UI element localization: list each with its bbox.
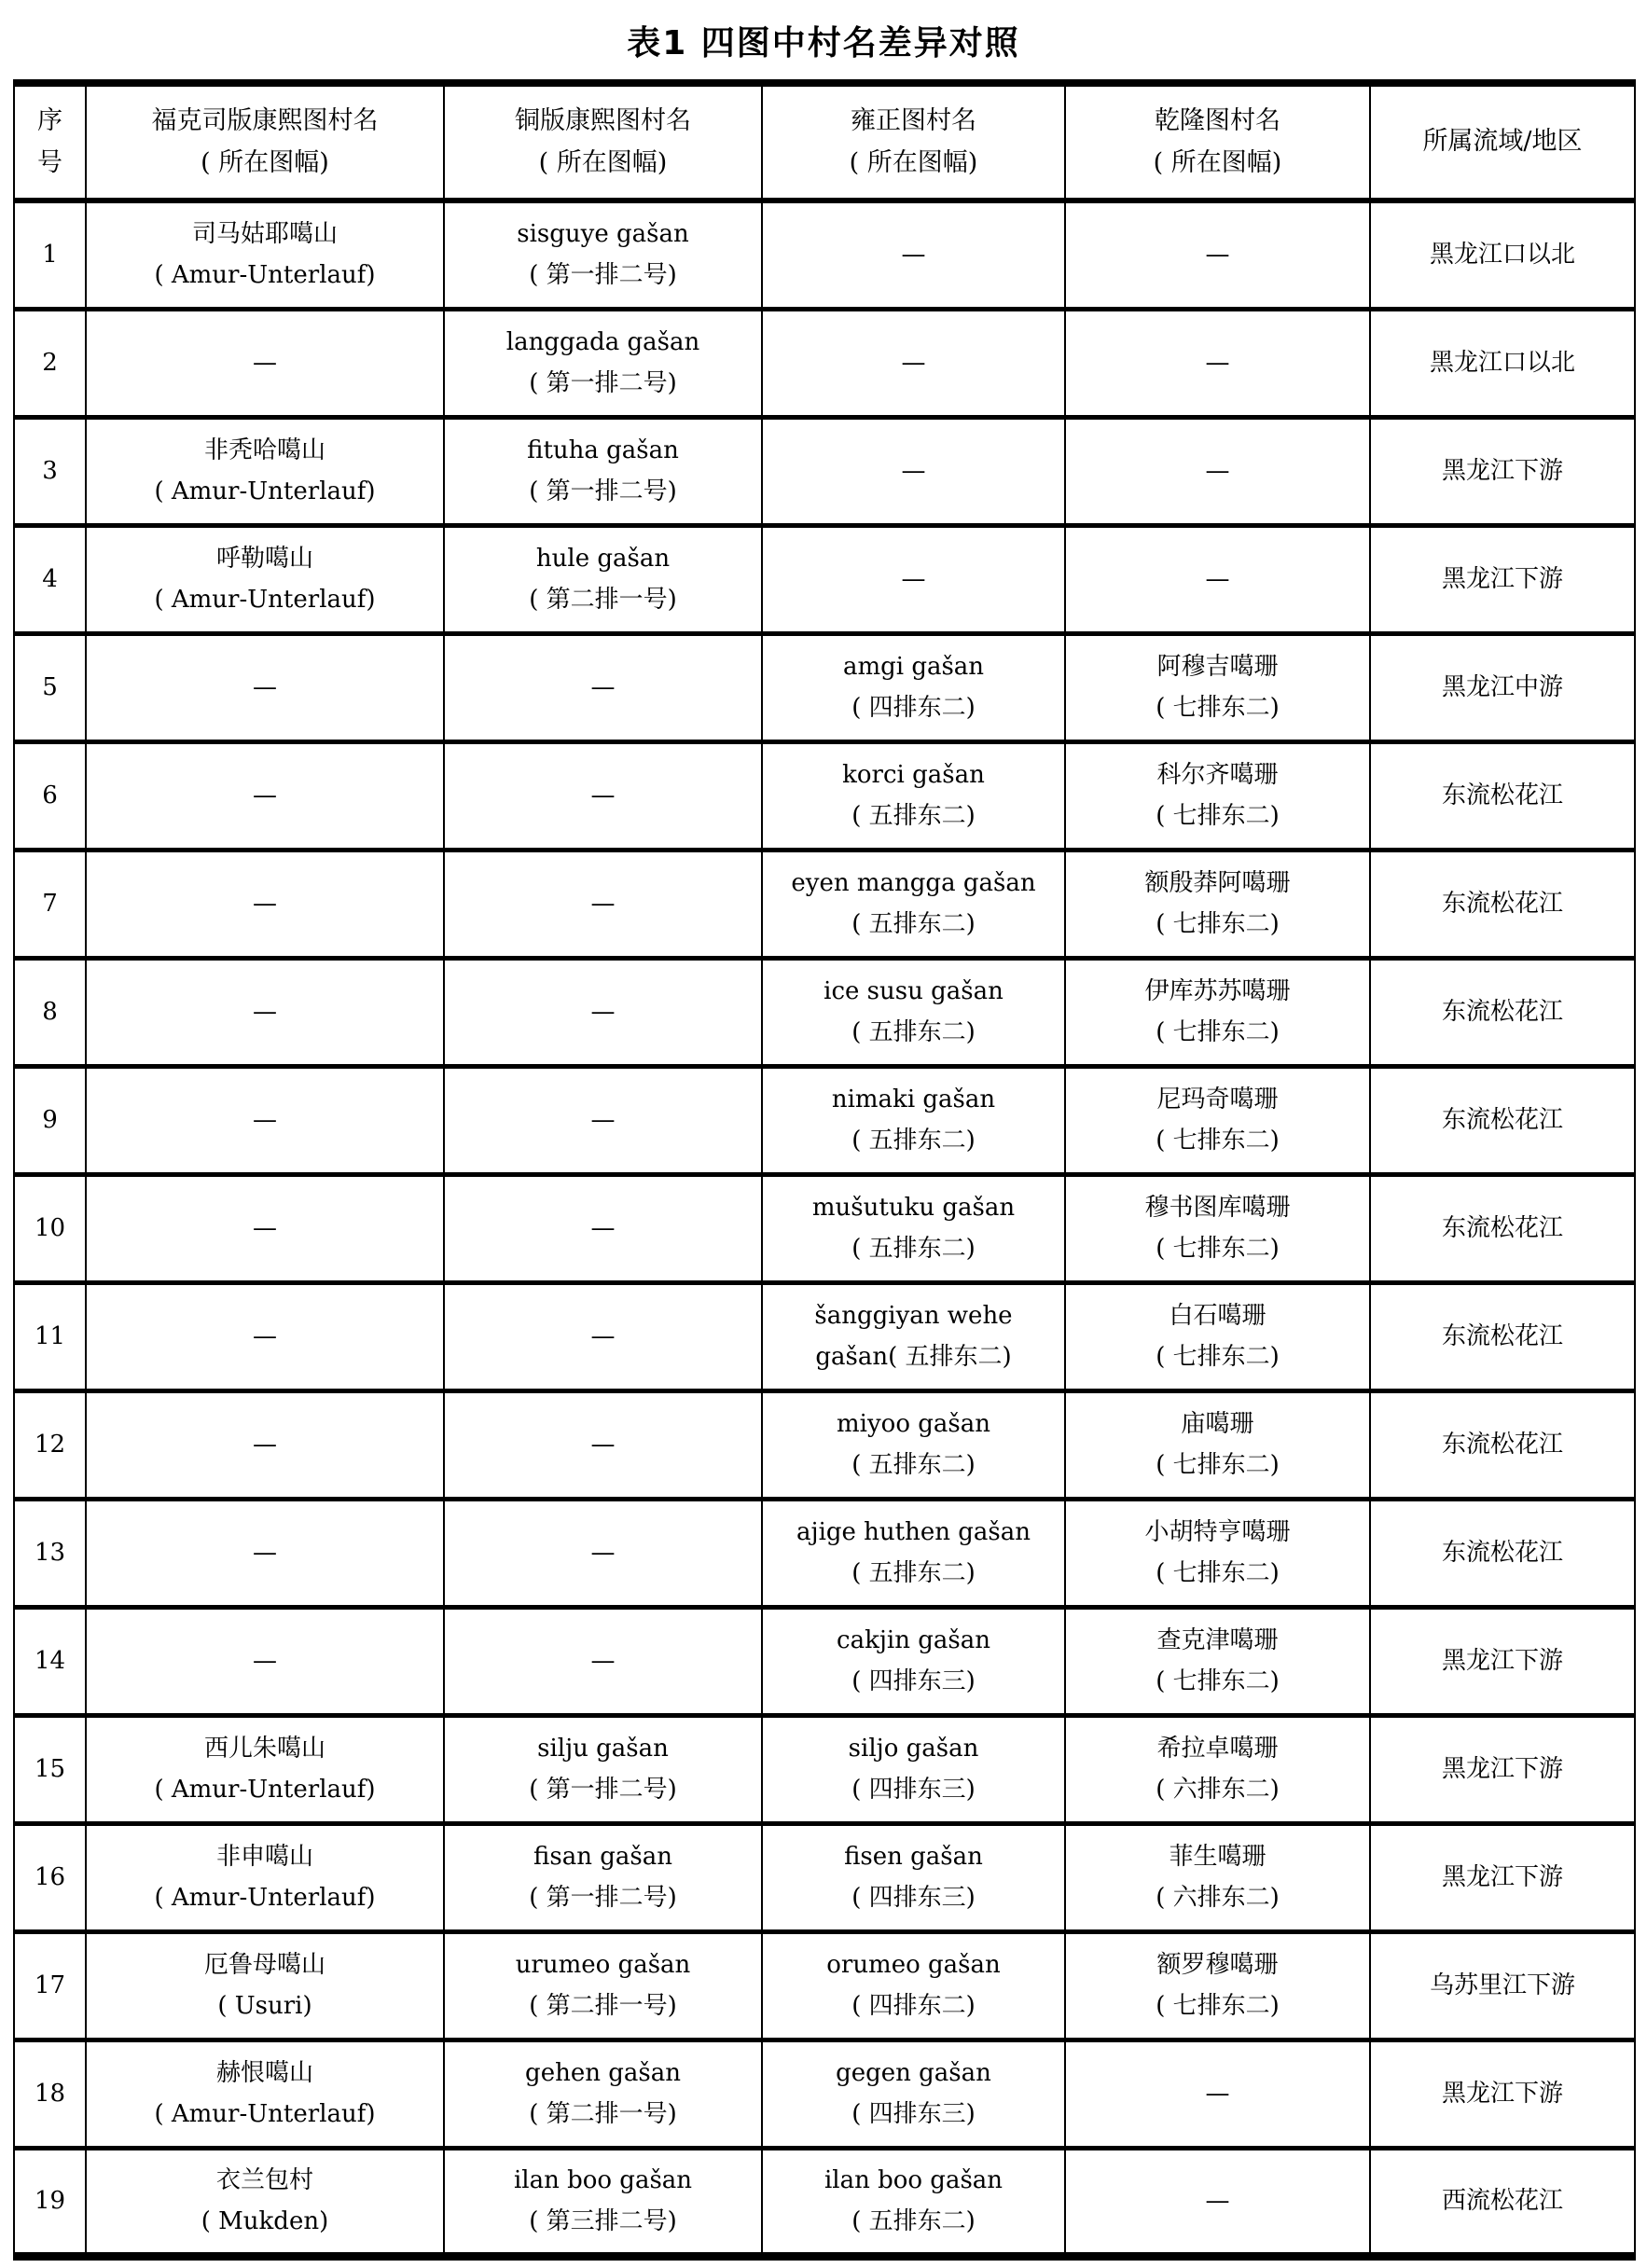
table-cell-col3 — [762, 309, 1065, 417]
cell-line: ( 六排东二) — [1156, 1776, 1280, 1804]
table-cell-col4 — [1065, 309, 1370, 417]
table-cell-col4 — [1065, 741, 1370, 850]
table-cell-col5 — [1370, 1823, 1635, 1931]
cell-line: 东流松花江 — [1441, 997, 1563, 1026]
table-cell-col4 — [1065, 1499, 1370, 1607]
cell-line: cakjin gašan — [837, 1625, 990, 1654]
row-number: 3 — [14, 417, 86, 525]
table-cell-col4 — [1065, 1715, 1370, 1823]
table-cell-col4 — [1065, 633, 1370, 741]
table-cell-col2 — [444, 741, 762, 850]
cell-line: 菲生噶珊 — [1169, 1842, 1266, 1871]
cell-line: ice susu gašan — [824, 976, 1003, 1005]
table-cell-col1 — [86, 1282, 444, 1390]
row-number: 14 — [14, 1607, 86, 1715]
cell-line: — — [253, 672, 277, 701]
table-cell-col4 — [1065, 1931, 1370, 2040]
cell-line: hule gašan — [535, 544, 671, 573]
table-cell-col5 — [1370, 1174, 1635, 1282]
cell-line: ( 五排东二) — [851, 1451, 976, 1479]
table-cell-col3 — [762, 958, 1065, 1066]
row-number: 19 — [14, 2148, 86, 2256]
table-cell-col2 — [444, 958, 762, 1066]
table-cell-col2 — [444, 1607, 762, 1715]
row-number: 9 — [14, 1066, 86, 1174]
cell-line: 呼勒噶山 — [215, 544, 313, 573]
table-cell-col3 — [762, 1607, 1065, 1715]
table-cell-col2 — [444, 1715, 762, 1823]
table-cell-col4 — [1065, 525, 1370, 633]
row-number: 16 — [14, 1823, 86, 1931]
table-row — [14, 309, 1635, 417]
cell-line: ilan boo gašan — [824, 2165, 1003, 2194]
table-row — [14, 1282, 1635, 1390]
table-cell-col5 — [1370, 201, 1635, 309]
cell-line: nimaki gašan — [831, 1085, 996, 1113]
cell-line: — — [1205, 456, 1230, 485]
table-cell-col1 — [86, 525, 444, 633]
cell-line: ( 六排东二) — [1156, 1884, 1280, 1912]
table-cell-col5 — [1370, 1607, 1635, 1715]
cell-line: 黑龙江下游 — [1441, 456, 1563, 485]
table-cell-col4 — [1065, 1607, 1370, 1715]
cell-line: 尼玛奇噶珊 — [1156, 1085, 1279, 1113]
cell-line: ( 第一排二号) — [529, 369, 677, 397]
row-number: 1 — [14, 201, 86, 309]
cell-line: ( 第一排二号) — [529, 1884, 677, 1912]
cell-line: — — [253, 1538, 277, 1567]
table-cell-col1 — [86, 850, 444, 958]
cell-line: ( 五排东二) — [851, 1559, 976, 1587]
table-cell-col4 — [1065, 958, 1370, 1066]
cell-line: — — [1205, 348, 1230, 377]
table-cell-col1 — [86, 1066, 444, 1174]
cell-line: ( Usuri) — [217, 1992, 312, 2020]
cell-line: ( 四排东二) — [851, 1992, 976, 2020]
cell-line: 乾隆图村名 — [1155, 105, 1280, 135]
row-number: 2 — [14, 309, 86, 417]
table-cell-col4 — [1065, 1174, 1370, 1282]
cell-line: korci gašan — [842, 760, 985, 789]
cell-line: 厄鲁母噶山 — [203, 1950, 325, 1979]
cell-line: ( 四排东三) — [851, 2100, 976, 2128]
cell-line: 黑龙江下游 — [1441, 1862, 1563, 1891]
cell-line: — — [590, 781, 616, 809]
cell-line: — — [590, 1646, 616, 1675]
cell-line: 黑龙江中游 — [1441, 672, 1563, 701]
table-cell-col2 — [444, 1390, 762, 1499]
cell-line: — — [253, 1646, 277, 1675]
table-cell-col5 — [1370, 2148, 1635, 2256]
table-cell-col1 — [86, 1823, 444, 1931]
table-row — [14, 850, 1635, 958]
cell-line: ( 七排东二) — [1156, 1667, 1280, 1695]
cell-line: 非秃哈噶山 — [203, 436, 325, 464]
cell-line: 西流松花江 — [1441, 2186, 1563, 2215]
cell-line: ( 五排东二) — [851, 1235, 976, 1263]
cell-line: ( 五排东二) — [851, 910, 976, 938]
cell-line: — — [590, 889, 616, 918]
village-name-comparison-table — [13, 79, 1636, 2261]
table-cell-col2 — [444, 201, 762, 309]
cell-line: 司马姑耶噶山 — [191, 220, 338, 249]
cell-line: orumeo gašan — [826, 1950, 1001, 1979]
cell-line: fisan gašan — [533, 1842, 672, 1871]
cell-line: 伊库苏苏噶珊 — [1144, 976, 1291, 1005]
table-cell-col1 — [86, 741, 444, 850]
cell-line: ( 第一排二号) — [529, 477, 677, 505]
table-row — [14, 201, 1635, 309]
cell-line: — — [590, 1105, 616, 1134]
row-number: 7 — [14, 850, 86, 958]
table-cell-col3 — [762, 201, 1065, 309]
table-row — [14, 1607, 1635, 1715]
table-cell-col5 — [1370, 525, 1635, 633]
row-number: 10 — [14, 1174, 86, 1282]
table-cell-col2 — [444, 1066, 762, 1174]
cell-line: amgi gašan — [842, 652, 985, 681]
table-cell-col4 — [1065, 1823, 1370, 1931]
cell-line: 小胡特亨噶珊 — [1144, 1517, 1291, 1546]
table-cell-col2 — [444, 1499, 762, 1607]
cell-line: 序 — [37, 105, 62, 135]
table-cell-col1 — [86, 1715, 444, 1823]
cell-line: ( 五排东二) — [851, 1018, 976, 1046]
cell-line: — — [901, 564, 926, 593]
table-cell-col3 — [762, 1931, 1065, 2040]
table-cell-col2 — [444, 1282, 762, 1390]
table-cell-col1 — [86, 1390, 444, 1499]
cell-line: 阿穆吉噶珊 — [1156, 652, 1279, 681]
cell-line: 黑龙江口以北 — [1429, 348, 1575, 377]
cell-line: ( Mukden) — [201, 2207, 329, 2235]
table-cell-col5 — [1370, 1282, 1635, 1390]
table-body — [14, 201, 1635, 2256]
cell-line: ( 四排东三) — [851, 1884, 976, 1912]
table-cell-col5 — [1370, 309, 1635, 417]
table-row — [14, 525, 1635, 633]
cell-line: ( 所在图幅) — [538, 147, 668, 177]
cell-line: 穆书图库噶珊 — [1144, 1193, 1291, 1222]
table-cell-col1 — [86, 633, 444, 741]
table-cell-col2 — [444, 309, 762, 417]
cell-line: 东流松花江 — [1441, 1213, 1563, 1242]
cell-line: 西儿朱噶山 — [203, 1734, 325, 1763]
cell-line: 额罗穆噶珊 — [1156, 1950, 1279, 1979]
cell-line: — — [253, 1105, 277, 1134]
cell-line: langgada gašan — [505, 327, 700, 356]
table-cell-col5 — [1370, 1931, 1635, 2040]
cell-line: ( 七排东二) — [1156, 1451, 1280, 1479]
cell-line: šanggiyan wehe — [814, 1301, 1013, 1330]
table-row — [14, 417, 1635, 525]
table-cell-col4 — [1065, 2148, 1370, 2256]
cell-line: ( Amur-Unterlauf) — [154, 2100, 376, 2128]
table-cell-col4 — [1065, 850, 1370, 958]
cell-line: ( 四排东二) — [851, 694, 976, 722]
table-cell-col3 — [762, 417, 1065, 525]
cell-line: — — [253, 997, 277, 1026]
cell-line: ( 所在图幅) — [849, 147, 978, 177]
cell-line: ( 七排东二) — [1156, 1343, 1280, 1371]
cell-line: 东流松花江 — [1441, 1430, 1563, 1459]
table-cell-col3 — [762, 1174, 1065, 1282]
cell-line: — — [253, 1430, 277, 1459]
cell-line: — — [1205, 564, 1230, 593]
cell-line: ( Amur-Unterlauf) — [154, 1776, 376, 1804]
table-cell-col3 — [762, 1282, 1065, 1390]
cell-line: miyoo gašan — [837, 1409, 990, 1438]
cell-line: ( 第二排一号) — [529, 1992, 677, 2020]
cell-line: ( 四排东三) — [851, 1667, 976, 1695]
row-number: 4 — [14, 525, 86, 633]
cell-line: gašan( 五排东二) — [815, 1343, 1012, 1371]
cell-line: — — [590, 1321, 616, 1350]
cell-line: — — [253, 348, 277, 377]
table-row — [14, 2040, 1635, 2148]
cell-line: ( 七排东二) — [1156, 1235, 1280, 1263]
table-row — [14, 1174, 1635, 1282]
table-cell-col1 — [86, 201, 444, 309]
cell-line: 黑龙江下游 — [1441, 1754, 1563, 1783]
cell-line: ( Amur-Unterlauf) — [154, 477, 376, 505]
cell-line: 黑龙江口以北 — [1429, 241, 1575, 270]
table-cell-col4 — [1065, 1390, 1370, 1499]
cell-line: — — [1205, 241, 1230, 270]
cell-line: 所属流域/地区 — [1422, 127, 1583, 157]
row-number: 15 — [14, 1715, 86, 1823]
table-title: 表1 四图中村名差异对照 — [627, 24, 1020, 62]
cell-line: ( 五排东二) — [851, 2207, 976, 2235]
cell-line: 赫恨噶山 — [215, 2058, 313, 2087]
table-cell-col3 — [762, 2040, 1065, 2148]
table-cell-col1 — [86, 1931, 444, 2040]
cell-line: — — [590, 997, 616, 1026]
cell-line: ( 所在图幅) — [201, 147, 329, 177]
cell-line: ( 第一排二号) — [529, 1776, 677, 1804]
cell-line: 东流松花江 — [1441, 781, 1563, 809]
table-cell-col2 — [444, 2148, 762, 2256]
table-cell-col1 — [86, 309, 444, 417]
cell-line: — — [901, 456, 926, 485]
table-cell-col5 — [1370, 850, 1635, 958]
cell-line: 东流松花江 — [1441, 1321, 1563, 1350]
table-cell-col5 — [1370, 1390, 1635, 1499]
cell-line: ( Amur-Unterlauf) — [154, 586, 376, 614]
cell-line: 雍正图村名 — [851, 105, 976, 135]
cell-line: ajige huthen gašan — [796, 1517, 1031, 1546]
table-cell-col5 — [1370, 2040, 1635, 2148]
cell-line: 东流松花江 — [1441, 889, 1563, 918]
cell-line: — — [590, 672, 616, 701]
cell-line: ilan boo gašan — [513, 2165, 693, 2194]
cell-line: 东流松花江 — [1441, 1538, 1563, 1567]
row-number: 18 — [14, 2040, 86, 2148]
cell-line: 号 — [37, 147, 62, 177]
cell-line: 额殷莽阿噶珊 — [1144, 868, 1291, 897]
cell-line: silju gašan — [537, 1734, 669, 1763]
table-row — [14, 1715, 1635, 1823]
table-cell-col5 — [1370, 633, 1635, 741]
cell-line: ( 第二排一号) — [529, 586, 677, 614]
table-cell-col4 — [1065, 1066, 1370, 1174]
cell-line: ( 第二排一号) — [529, 2100, 677, 2128]
table-cell-col5 — [1370, 1715, 1635, 1823]
table-row — [14, 1390, 1635, 1499]
header-cell-3 — [762, 83, 1065, 201]
cell-line: ( 五排东二) — [851, 1127, 976, 1155]
cell-line: gehen gašan — [525, 2058, 681, 2087]
table-cell-col2 — [444, 1174, 762, 1282]
cell-line: 非申噶山 — [215, 1842, 313, 1871]
table-cell-col3 — [762, 525, 1065, 633]
cell-line: urumeo gašan — [515, 1950, 691, 1979]
table-row — [14, 1931, 1635, 2040]
cell-line: — — [253, 781, 277, 809]
cell-line: — — [253, 889, 277, 918]
cell-line: 科尔齐噶珊 — [1156, 760, 1279, 789]
table-row — [14, 2148, 1635, 2256]
cell-line: 黑龙江下游 — [1441, 2079, 1563, 2108]
cell-line: 希拉卓噶珊 — [1156, 1734, 1279, 1763]
table-cell-col2 — [444, 850, 762, 958]
header-cell-0 — [14, 83, 86, 201]
header-cell-2 — [444, 83, 762, 201]
cell-line: — — [1205, 2079, 1230, 2108]
cell-line: 东流松花江 — [1441, 1105, 1563, 1134]
table-row — [14, 958, 1635, 1066]
cell-line: eyen mangga gašan — [791, 868, 1036, 897]
row-number: 8 — [14, 958, 86, 1066]
header-cell-1 — [86, 83, 444, 201]
cell-line: 庙噶珊 — [1181, 1409, 1254, 1438]
row-number: 13 — [14, 1499, 86, 1607]
table-cell-col5 — [1370, 1499, 1635, 1607]
table-cell-col2 — [444, 633, 762, 741]
table-row — [14, 633, 1635, 741]
table-cell-col1 — [86, 1607, 444, 1715]
cell-line: ( 第一排二号) — [529, 261, 677, 290]
table-cell-col4 — [1065, 1282, 1370, 1390]
table-cell-col1 — [86, 1499, 444, 1607]
table-cell-col3 — [762, 1823, 1065, 1931]
cell-line: — — [901, 241, 926, 270]
table-cell-col2 — [444, 525, 762, 633]
table-cell-col2 — [444, 1823, 762, 1931]
cell-line: — — [1205, 2186, 1230, 2215]
cell-line: 黑龙江下游 — [1441, 1646, 1563, 1675]
cell-line: — — [901, 348, 926, 377]
cell-line: 衣兰包村 — [215, 2165, 313, 2194]
cell-line: ( Amur-Unterlauf) — [154, 1884, 376, 1912]
table-cell-col2 — [444, 2040, 762, 2148]
table-cell-col1 — [86, 2040, 444, 2148]
table-cell-col1 — [86, 1174, 444, 1282]
cell-line: sisguye gašan — [517, 220, 689, 249]
cell-line: ( 四排东三) — [851, 1776, 976, 1804]
table-cell-col5 — [1370, 1066, 1635, 1174]
table-cell-col2 — [444, 417, 762, 525]
table-cell-col3 — [762, 741, 1065, 850]
cell-line: — — [590, 1430, 616, 1459]
table-cell-col3 — [762, 1390, 1065, 1499]
cell-line: ( 七排东二) — [1156, 1018, 1280, 1046]
table-row — [14, 741, 1635, 850]
cell-line: ( 第三排二号) — [529, 2207, 677, 2235]
table-cell-col1 — [86, 417, 444, 525]
header-cell-4 — [1065, 83, 1370, 201]
cell-line: 福克司版康熙图村名 — [151, 105, 379, 135]
cell-line: ( 七排东二) — [1156, 694, 1280, 722]
table-cell-col4 — [1065, 417, 1370, 525]
cell-line: 白石噶珊 — [1169, 1301, 1266, 1330]
table-row — [14, 1823, 1635, 1931]
table-cell-col4 — [1065, 201, 1370, 309]
cell-line: ( 七排东二) — [1156, 1559, 1280, 1587]
cell-line: — — [253, 1321, 277, 1350]
table-cell-col3 — [762, 1715, 1065, 1823]
cell-line: ( 所在图幅) — [1153, 147, 1282, 177]
cell-line: — — [253, 1213, 277, 1242]
row-number: 5 — [14, 633, 86, 741]
table-row — [14, 1499, 1635, 1607]
table-cell-col2 — [444, 1931, 762, 2040]
cell-line: 乌苏里江下游 — [1429, 1971, 1575, 1999]
row-number: 17 — [14, 1931, 86, 2040]
cell-line: fituha gašan — [527, 436, 679, 464]
cell-line: siljo gašan — [848, 1734, 979, 1763]
cell-line: ( Amur-Unterlauf) — [154, 261, 376, 290]
cell-line: ( 七排东二) — [1156, 1992, 1280, 2020]
table-cell-col5 — [1370, 417, 1635, 525]
table-cell-col5 — [1370, 741, 1635, 850]
cell-line: 查克津噶珊 — [1156, 1625, 1279, 1654]
table-cell-col3 — [762, 633, 1065, 741]
header-row — [14, 83, 1635, 201]
table-row — [14, 1066, 1635, 1174]
cell-line: 铜版康熙图村名 — [515, 105, 691, 135]
table-cell-col3 — [762, 1066, 1065, 1174]
table-cell-col1 — [86, 2148, 444, 2256]
cell-line: gegen gašan — [836, 2058, 991, 2087]
cell-line: ( 七排东二) — [1156, 1127, 1280, 1155]
cell-line: mušutuku gašan — [811, 1193, 1016, 1222]
row-number: 6 — [14, 741, 86, 850]
table-cell-col4 — [1065, 2040, 1370, 2148]
table-cell-col3 — [762, 1499, 1065, 1607]
row-number: 12 — [14, 1390, 86, 1499]
cell-line: — — [590, 1213, 616, 1242]
table-cell-col1 — [86, 958, 444, 1066]
cell-line: 黑龙江下游 — [1441, 564, 1563, 593]
table-header — [14, 83, 1635, 201]
table-cell-col3 — [762, 2148, 1065, 2256]
cell-line: ( 五排东二) — [851, 802, 976, 830]
header-cell-5 — [1370, 83, 1635, 201]
cell-line: — — [590, 1538, 616, 1567]
table-cell-col3 — [762, 850, 1065, 958]
cell-line: ( 七排东二) — [1156, 910, 1280, 938]
row-number: 11 — [14, 1282, 86, 1390]
cell-line: ( 七排东二) — [1156, 802, 1280, 830]
table-cell-col5 — [1370, 958, 1635, 1066]
cell-line: fisen gašan — [844, 1842, 983, 1871]
